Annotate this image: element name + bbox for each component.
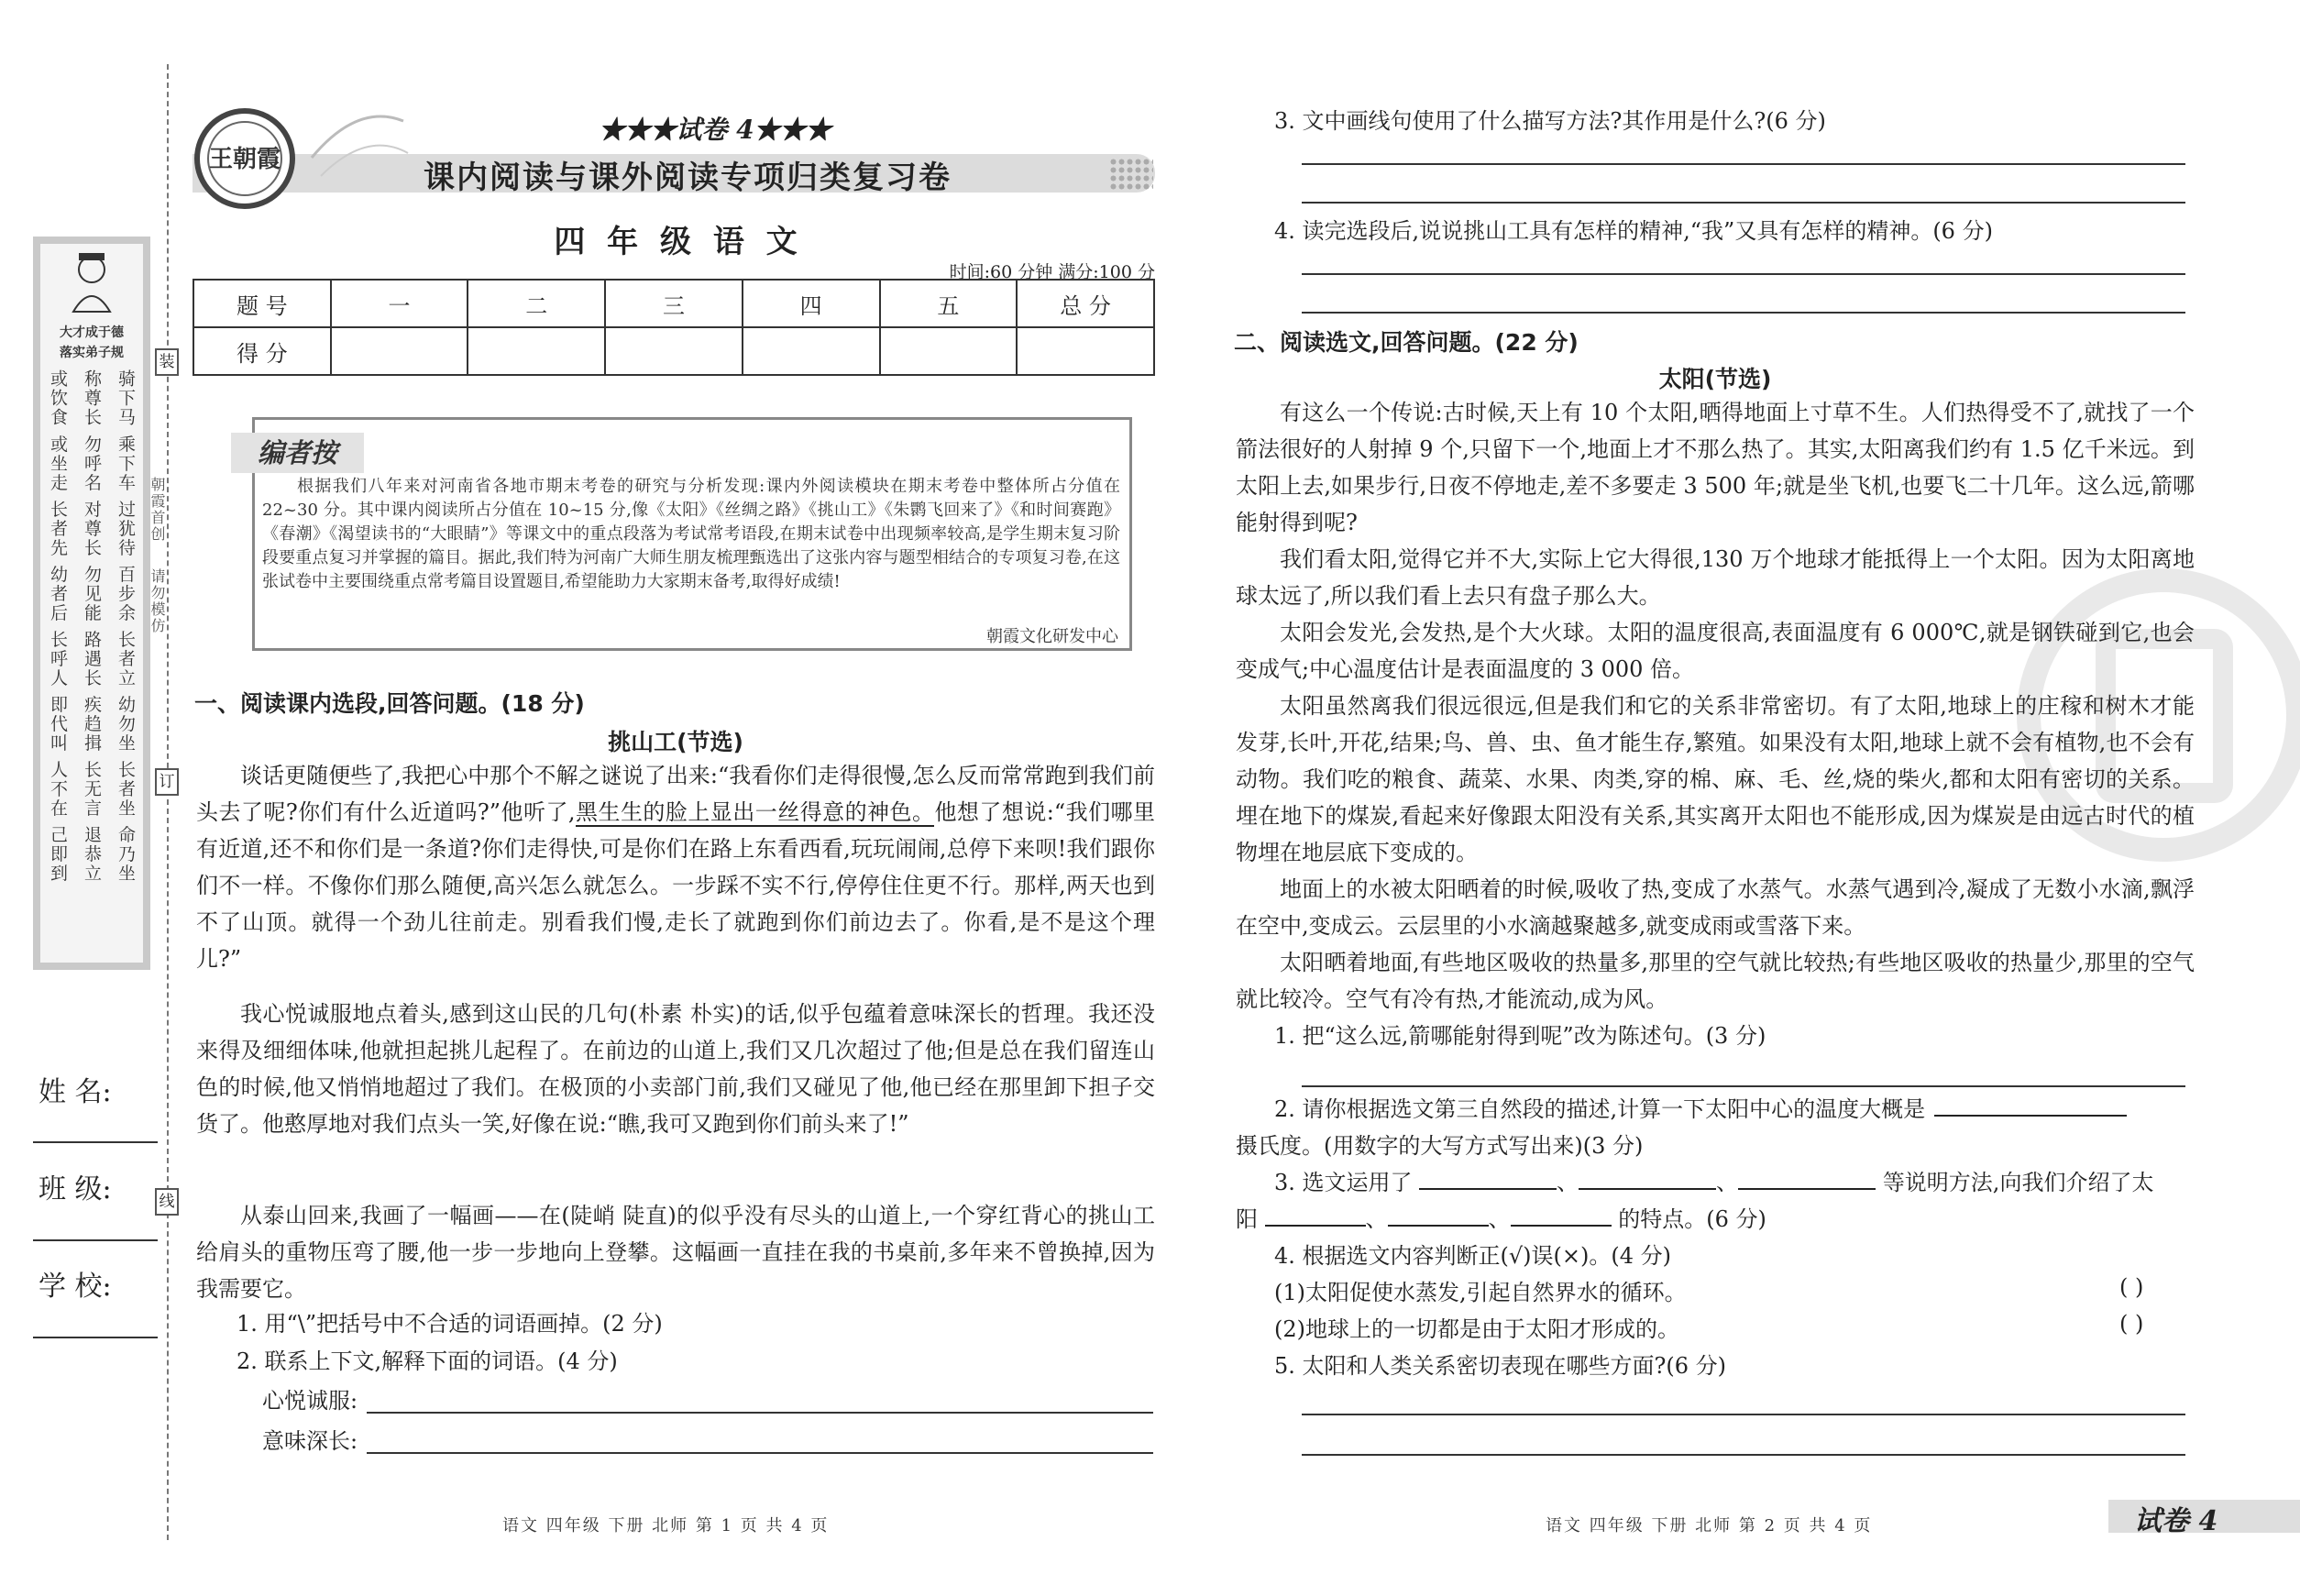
score-cell: 一 xyxy=(331,280,468,327)
footer-left: 语文 四年级 下册 北师 第 1 页 共 4 页 xyxy=(502,1516,830,1535)
motto-col xyxy=(76,369,107,965)
s2-q5-answer-line-2[interactable] xyxy=(1302,1454,2185,1456)
q-text: 阳 xyxy=(1236,1206,1258,1232)
motto-line: 勿见能 xyxy=(82,565,102,623)
motto-line: 长呼人 xyxy=(48,630,68,688)
section1-paragraph-1 xyxy=(196,757,1155,977)
paper-label: ★★★试卷 4★★★ xyxy=(599,115,831,145)
section2-question-2-cont: 摄氏度。(用数字的大写方式写出来)(3 分) xyxy=(1236,1133,1644,1159)
s2-q3-blank-6[interactable] xyxy=(1511,1225,1612,1227)
section2-question-5: 5. 太阳和人类关系密切表现在哪些方面?(6 分) xyxy=(1274,1353,1727,1379)
vertical-note-1: 朝霞首创 xyxy=(149,477,166,543)
motto-line: 骑下马 xyxy=(116,369,136,427)
score-input-cell[interactable] xyxy=(468,327,605,375)
motto-line: 退恭立 xyxy=(82,825,102,884)
footer-right: 语文 四年级 下册 北师 第 2 页 共 4 页 xyxy=(1546,1516,1873,1535)
motto-line: 或饮食 xyxy=(48,369,68,427)
motto-line: 命乃坐 xyxy=(116,825,136,884)
editor-note-tag: 编者按 xyxy=(231,433,364,473)
section2-question-3 xyxy=(1274,1164,2153,1201)
name-label: 姓 名: xyxy=(39,1076,112,1108)
s2-q4-statement-1: (1)太阳促使水蒸发,引起自然界水的循环。 xyxy=(1274,1280,1687,1305)
scholar-figure-icon xyxy=(64,249,119,314)
score-cell: 题 号 xyxy=(193,280,331,327)
section2-paragraph-3: 太阳会发光,会发热,是个大火球。太阳的温度很高,表面温度有 6 000℃,就是钢铁碰到它,也会变成气;中心温度估计是表面温度的 3 000 倍。 xyxy=(1236,620,2195,682)
motto-col xyxy=(42,369,73,965)
q-text: 等说明方法,向我们介绍了太 xyxy=(1882,1170,2154,1195)
binding-mark-xian: 线 xyxy=(155,1188,179,1216)
time-info: 时间:60 分钟 满分:100 分 xyxy=(949,262,1155,282)
title-band-dots xyxy=(1109,158,1153,191)
section1-question-2: 2. 联系上下文,解释下面的词语。(4 分) xyxy=(237,1348,618,1374)
binding-mark-zhuang: 装 xyxy=(155,348,179,376)
q-text: 3. 选文运用了 xyxy=(1274,1170,1413,1195)
section2-paragraph-6: 太阳晒着地面,有些地区吸收的热量多,那里的空气就比较热;有些地区吸收的热量少,那里的空气就比较冷。空气有冷有热,才能流动,成为风。 xyxy=(1236,950,2195,1012)
q2-term-1: 心悦诚服: xyxy=(262,1388,358,1414)
brand-logo xyxy=(194,108,295,209)
section2-heading: 二、阅读选文,回答问题。(22 分) xyxy=(1234,329,1579,356)
score-input-cell[interactable] xyxy=(605,327,743,375)
q3-answer-line-2[interactable] xyxy=(1302,202,2185,204)
motto-line: 人不在 xyxy=(48,760,68,819)
motto-line: 幼勿坐 xyxy=(116,695,136,754)
section2-paragraph-5: 地面上的水被太阳晒着的时候,吸收了热,变成了水蒸气。水蒸气遇到冷,凝成了无数小水滴,飘浮在空中,变成云。云层里的小水滴越聚越多,就变成雨或雪落下来。 xyxy=(1236,876,2195,939)
motto-line: 乘下车 xyxy=(116,435,136,493)
section2-question-4: 4. 根据选文内容判断正(√)误(×)。(4 分) xyxy=(1274,1243,1672,1269)
motto-line: 路遇长 xyxy=(82,630,102,688)
score-input-cell[interactable] xyxy=(743,327,880,375)
brand-logo-text: 王朝霞 xyxy=(207,121,282,196)
binding-dashed-line xyxy=(167,64,169,1540)
motto-caption-1: 大才成于德 xyxy=(60,325,124,340)
s2-q3-blank-1[interactable] xyxy=(1419,1188,1557,1190)
motto-line: 长者坐 xyxy=(116,760,136,819)
motto-line: 即代叫 xyxy=(48,695,68,754)
school-label: 学 校: xyxy=(39,1271,112,1303)
motto-columns xyxy=(42,369,141,965)
section1-passage-title: 挑山工(节选) xyxy=(608,729,743,755)
s2-q4-answer-bracket-2[interactable]: ( ) xyxy=(2119,1311,2144,1337)
binding-mark-ding: 订 xyxy=(155,768,179,796)
q4-answer-line-2[interactable] xyxy=(1302,312,2185,314)
s2-q3-blank-4[interactable] xyxy=(1265,1225,1366,1227)
underlined-sentence: 黑生生的脸上显出一丝得意的神色。 xyxy=(575,799,935,825)
name-field[interactable] xyxy=(33,1141,158,1143)
s2-q2-blank[interactable] xyxy=(1934,1115,2127,1117)
class-label: 班 级: xyxy=(39,1173,112,1205)
s2-q3-blank-2[interactable] xyxy=(1579,1188,1716,1190)
s2-q3-blank-5[interactable] xyxy=(1388,1225,1489,1227)
section2-paragraph-2: 我们看太阳,觉得它并不大,实际上它大得很,130 万个地球才能抵得上一个太阳。因为太阳离地球太远了,所以我们看上去只有盘子那么大。 xyxy=(1236,546,2195,609)
s2-q3-blank-3[interactable] xyxy=(1738,1188,1876,1190)
motto-line: 对尊长 xyxy=(82,500,102,558)
motto-line: 或坐走 xyxy=(48,435,68,493)
score-cell: 二 xyxy=(468,280,605,327)
motto-line: 长者立 xyxy=(116,630,136,688)
motto-panel xyxy=(33,237,150,970)
score-input-cell[interactable] xyxy=(1017,327,1154,375)
q-sep: 、 xyxy=(1488,1206,1511,1232)
score-cell: 五 xyxy=(880,280,1018,327)
motto-line: 长者先 xyxy=(48,500,68,558)
editor-note-text: 根据我们八年来对河南省各地市期末考卷的研究与分析发现:课内外阅读模块在期末考卷中整体所占分值在 22~30 分。其中课内阅读所占分值在 10~15 分,像《太阳》《丝绸之路》《挑山工》《朱鹮飞回来了》《和时间赛跑》《春潮》《渴望读书的“大眼睛”》等课文中的重点段落为考试常考语段,在期末试卷中出现频率较高,是学生期末复习阶段要重点复习并掌握的篇目。据此,我们特为河南广大师生朋友梳理甄选出了这张内容与题型相结合的专项复习卷,在这张试卷中主要围绕重点常考篇目设置题目,希望能助力大家期末备考,取得好成绩! xyxy=(262,477,1120,591)
section2-paragraph-4: 太阳虽然离我们很远很远,但是我们和它的关系非常密切。有了太阳,地球上的庄稼和树木才能发芽,长叶,开花,结果;鸟、兽、虫、鱼才能生存,繁殖。如果没有太阳,地球上就不会有植物,也不会有动物。我们吃的粮食、蔬菜、水果、肉类,穿的棉、麻、毛、丝,烧的柴火,都和太阳有密切的关系。埋在地下的煤炭,看起来好像跟太阳没有关系,其实离开太阳也不能形成,因为煤炭是由远古时代的植物埋在地层底下变成的。 xyxy=(1236,693,2195,865)
section2-question-3-cont xyxy=(1236,1201,1766,1238)
section2-passage-title: 太阳(节选) xyxy=(1658,366,1772,392)
motto-line: 百步余 xyxy=(116,565,136,623)
q-sep: 、 xyxy=(1365,1206,1388,1232)
s2-q4-answer-bracket-1[interactable]: ( ) xyxy=(2119,1274,2144,1300)
q2-answer-line-1[interactable] xyxy=(367,1412,1153,1414)
score-table-header-row xyxy=(193,280,1154,327)
q-text: 的特点。(6 分) xyxy=(1618,1206,1766,1232)
school-field[interactable] xyxy=(33,1337,158,1338)
motto-line: 长无言 xyxy=(82,760,102,819)
score-cell: 总 分 xyxy=(1017,280,1154,327)
motto-caption-2: 落实弟子规 xyxy=(60,346,124,360)
q-sep: 、 xyxy=(1557,1170,1579,1195)
section1-question-3: 3. 文中画线句使用了什么描写方法?其作用是什么?(6 分) xyxy=(1274,108,1826,134)
score-cell: 四 xyxy=(743,280,880,327)
s2-q4-statement-2: (2)地球上的一切都是由于太阳才形成的。 xyxy=(1274,1316,1679,1342)
para-text: 谈话更随便些了,我把心中那个不解之谜说了出来:“我看你们走得很慢,怎么反而常常跑到我们前头去了呢?你们有什么近道吗?”他听了, xyxy=(196,763,1155,825)
q2-answer-line-2[interactable] xyxy=(367,1452,1153,1454)
s2-q5-answer-line-1[interactable] xyxy=(1302,1414,2185,1415)
section1-heading: 一、阅读课内选段,回答问题。(18 分) xyxy=(194,690,585,717)
score-table xyxy=(193,279,1155,376)
score-input-cell[interactable] xyxy=(880,327,1018,375)
score-input-cell[interactable] xyxy=(331,327,468,375)
score-table-score-row xyxy=(193,327,1154,375)
q4-answer-line-1[interactable] xyxy=(1302,273,2185,275)
main-title: 课内阅读与课外阅读专项归类复习卷 xyxy=(424,160,952,196)
section1-paragraph-2: 我心悦诚服地点着头,感到这山民的几句(朴素 朴实)的话,似乎包蕴着意味深长的哲理。我还没来得及细细体味,他就担起挑儿起程了。在前边的山道上,我们又几次超过了他;但是总在我们留连山色的时候,他又悄悄地超过了我们。在极顶的小卖部门前,我们又碰见了他,他已经在那里卸下担子交货了。他憨厚地对我们点头一笑,好像在说:“瞧,我可又跑到你们前头来了!” xyxy=(196,1001,1155,1137)
para-text: 他想了想说:“我们哪里有近道,还不和你们是一条道?你们走得快,可是你们在路上东看西看,玩玩闹闹,总停下来呗!我们跟你们不一样。不像你们那么随便,高兴怎么就怎么。一步踩不实不行,停停住住更不行。那样,两天也到不了山顶。就得一个劲儿往前走。别看我们慢,走长了就跑到你们前边去了。你看,是不是这个理儿?” xyxy=(196,799,1155,972)
motto-col xyxy=(110,369,141,965)
motto-line: 己即到 xyxy=(48,825,68,884)
score-cell: 三 xyxy=(605,280,743,327)
paper-mark-text: 试卷 4 xyxy=(2134,1505,2218,1537)
section1-question-1: 1. 用“\”把括号中不合适的词语画掉。(2 分) xyxy=(237,1311,663,1337)
paper-mark-footer xyxy=(2108,1500,2300,1537)
section1-paragraph-3: 从泰山回来,我画了一幅画——在(陡峭 陡直)的似乎没有尽头的山道上,一个穿红背心的挑山工给肩头的重物压弯了腰,他一步一步地向上登攀。这幅画一直挂在我的书桌前,多年来不曾换掉,因为我需要它。 xyxy=(196,1203,1155,1302)
q2-term-2: 意味深长: xyxy=(262,1428,358,1454)
motto-line: 幼者后 xyxy=(48,565,68,623)
section2-question-1: 1. 把“这么远,箭哪能射得到呢”改为陈述句。(3 分) xyxy=(1274,1023,1766,1049)
vertical-note-2: 请勿模仿 xyxy=(149,568,166,634)
q3-answer-line-1[interactable] xyxy=(1302,163,2185,165)
section2-question-2 xyxy=(1274,1091,2127,1128)
s2-q1-answer-line[interactable] xyxy=(1302,1085,2185,1087)
q-text: 2. 请你根据选文第三自然段的描述,计算一下太阳中心的温度大概是 xyxy=(1274,1096,1926,1122)
q-sep: 、 xyxy=(1716,1170,1739,1195)
motto-line: 疾趋揖 xyxy=(82,695,102,754)
class-field[interactable] xyxy=(33,1239,158,1241)
editor-note-sign: 朝霞文化研发中心 xyxy=(986,627,1118,646)
motto-line: 过犹待 xyxy=(116,500,136,558)
section1-question-4: 4. 读完选段后,说说挑山工具有怎样的精神,“我”又具有怎样的精神。(6 分) xyxy=(1274,218,1993,244)
score-cell: 得 分 xyxy=(193,327,331,375)
motto-line: 勿呼名 xyxy=(82,435,102,493)
motto-line: 称尊长 xyxy=(82,369,102,427)
subject-title: 四 年 级 语 文 xyxy=(554,224,803,260)
section2-paragraph-1: 有这么一个传说:古时候,天上有 10 个太阳,晒得地面上寸草不生。人们热得受不了,就找了一个箭法很好的人射掉 9 个,只留下一个,地面上才不那么热了。其实,太阳离我们约有 1.5 亿千米远。到太阳上去,如果步行,日夜不停地走,差不多要走 3 500 年;就是坐飞机,也要飞二十几年。这么远,箭哪能射得到呢? xyxy=(1236,400,2195,535)
